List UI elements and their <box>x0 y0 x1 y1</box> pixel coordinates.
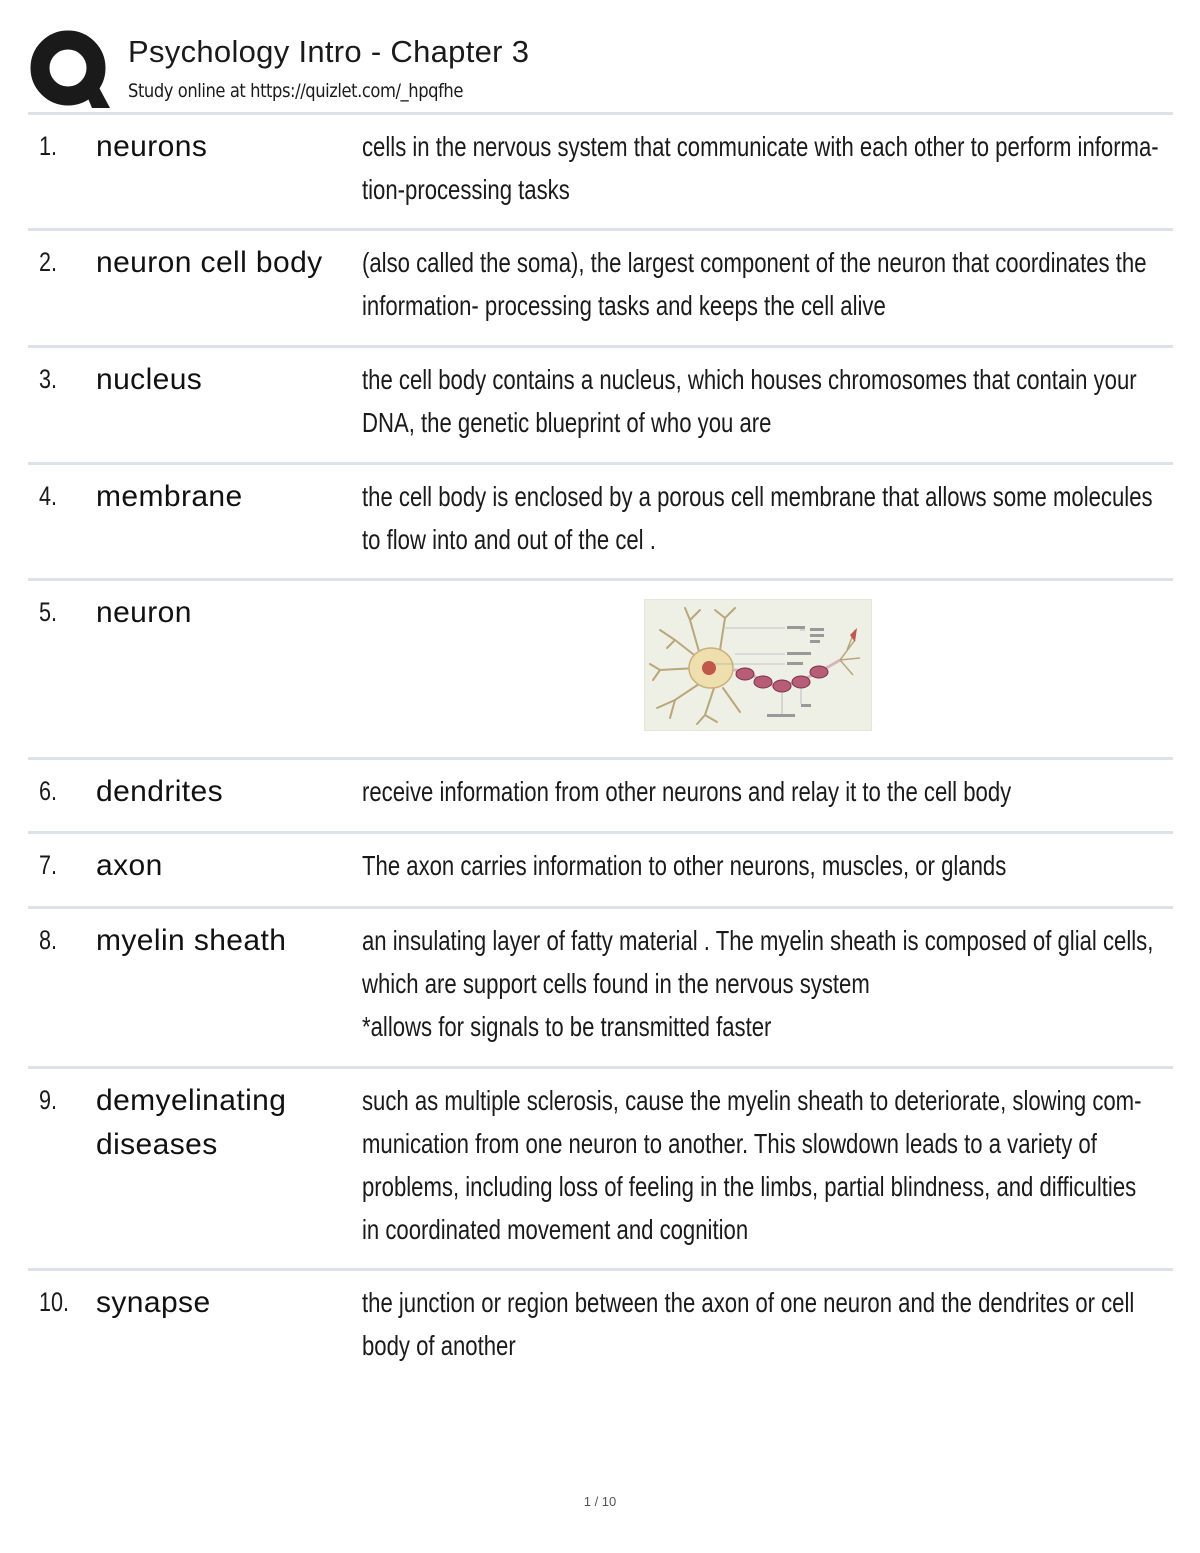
card-definition: the cell body contains a nucleus, which houses chromosomes that contain your DNA, the genetic blueprint of who you are <box>362 364 1137 438</box>
divider <box>28 112 1173 115</box>
card-term: synapse <box>96 1286 211 1319</box>
divider <box>28 228 1173 231</box>
card-term: axon <box>96 849 163 882</box>
card-number: 1. <box>39 131 58 161</box>
divider <box>28 757 1173 760</box>
card-number: 8. <box>39 925 58 955</box>
neuron-diagram-image <box>644 599 872 731</box>
card-term: myelin sheath <box>96 924 287 957</box>
divider <box>28 1066 1173 1069</box>
card-term: membrane <box>96 480 243 513</box>
card-definition: an insulating layer of fatty material . The myelin sheath is composed of glial cells, which are support cells found in the nervous system *allows for signals to be transmitted faster <box>362 925 1154 1042</box>
card-number: 5. <box>39 597 58 627</box>
neuron-illustration-icon <box>645 600 871 730</box>
card-definition: the cell body is enclosed by a porous cell membrane that allows some molecules to flow into and out of the cel . <box>362 481 1153 555</box>
study-online-link[interactable]: Study online at https://quizlet.com/_hpqfhe <box>128 80 463 102</box>
divider <box>28 831 1173 834</box>
card-number: 10. <box>39 1287 70 1317</box>
page-header <box>28 28 1173 112</box>
divider <box>28 462 1173 465</box>
card-definition: cells in the nervous system that communicate with each other to perform informa- tion-processing tasks <box>362 131 1159 205</box>
card-number: 4. <box>39 481 58 511</box>
page-number: 1 / 10 <box>583 1494 617 1509</box>
card-row-5 <box>28 581 1173 757</box>
card-term: neurons <box>96 130 208 163</box>
divider <box>28 906 1173 909</box>
card-definition: receive information from other neurons and relay it to the cell body <box>362 776 1012 807</box>
card-definition: the junction or region between the axon of one neuron and the dendrites or cell body of another <box>362 1287 1135 1361</box>
card-number: 6. <box>39 776 58 806</box>
card-term: neuron cell body <box>96 246 323 279</box>
card-definition: The axon carries information to other neurons, muscles, or glands <box>362 850 1007 881</box>
card-term: nucleus <box>96 363 203 396</box>
card-term: demyelinating diseases <box>96 1084 287 1161</box>
card-definition: such as multiple sclerosis, cause the myelin sheath to deteriorate, slowing com- munication from one neuron to another. This slowdown leads to a variety of problems, including loss of feeling in the limbs, partial blindness, and difficulties in coordinated movement and cognition <box>362 1085 1142 1245</box>
card-number: 3. <box>39 364 58 394</box>
card-number: 9. <box>39 1085 58 1115</box>
quizlet-logo-icon <box>30 30 110 108</box>
card-term: neuron <box>96 596 192 629</box>
divider <box>28 1268 1173 1271</box>
divider <box>28 345 1173 348</box>
card-term: dendrites <box>96 775 224 808</box>
card-number: 2. <box>39 247 58 277</box>
card-definition: (also called the soma), the largest component of the neuron that coordinates the information- processing tasks and keeps the cell alive <box>362 247 1147 321</box>
page-title: Psychology Intro - Chapter 3 <box>128 34 530 69</box>
card-number: 7. <box>39 850 58 880</box>
